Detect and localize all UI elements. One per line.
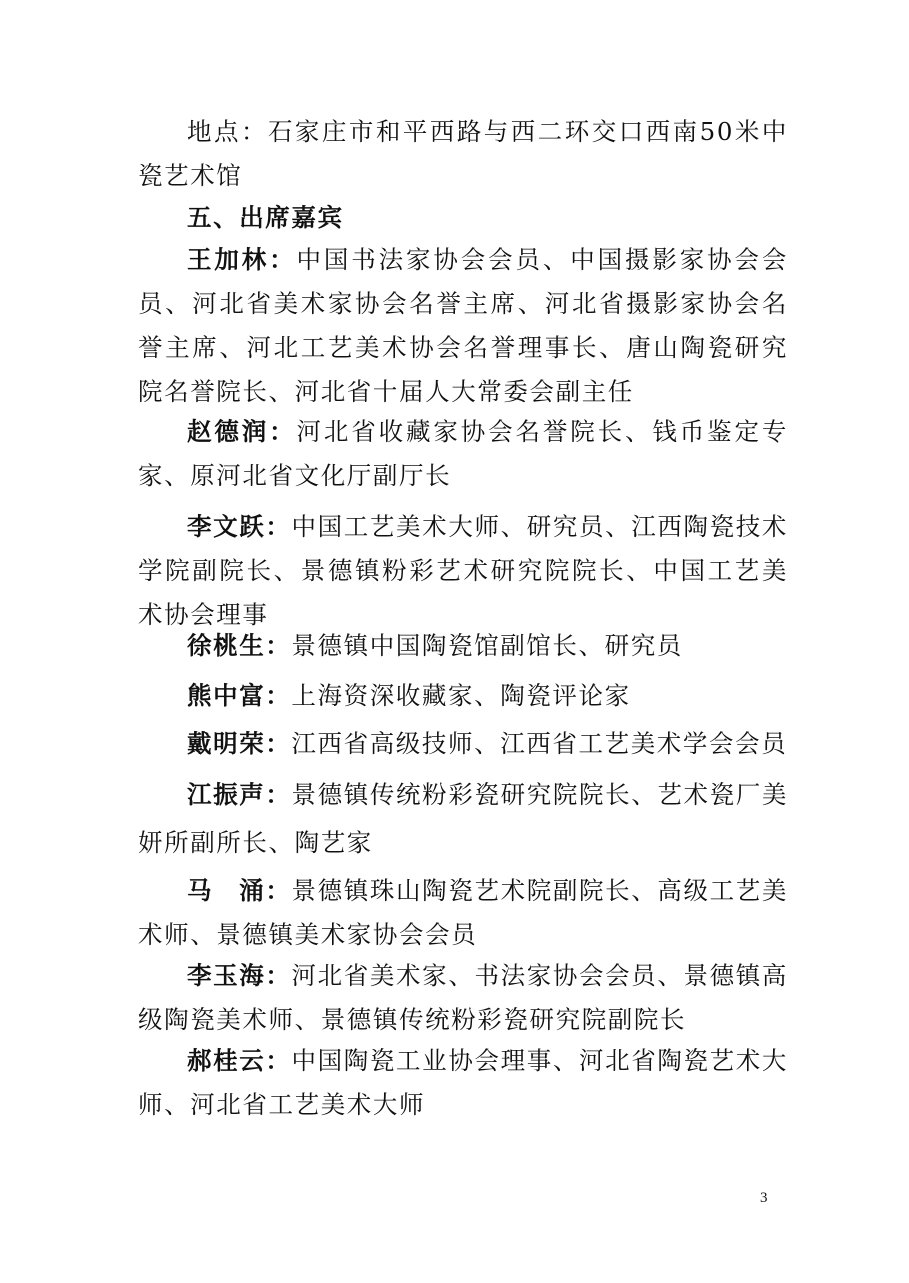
guest-entry [138, 238, 788, 414]
guest-entry [138, 869, 788, 957]
guest-description: 江西省高级技师、江西省工艺美术学会会员 [291, 729, 788, 758]
guest-entry [138, 505, 788, 637]
guest-entry [138, 410, 788, 498]
guest-entry [138, 624, 788, 668]
guest-description: 景德镇珠山陶瓷艺术院副院长、高级工艺美术师、景德镇美术家协会会员 [138, 876, 788, 949]
location-label: 地点： [187, 117, 268, 146]
section-heading: 五、出席嘉宾 [187, 203, 344, 232]
guest-entry [138, 1039, 788, 1127]
guest-entry [138, 771, 788, 867]
guest-description: 中国书法家协会会员、中国摄影家协会会员、河北省美术家协会名誉主席、河北省摄影家协会名誉主席、河北工艺美术协会名誉理事长、唐山陶瓷研究院名誉院长、河北省十届人大常委会副主任 [138, 245, 788, 406]
guest-name: 徐桃生： [187, 631, 292, 660]
guest-name: 李玉海： [187, 961, 292, 990]
location-text: 石家庄市和平西路与西二环交口西南50米中瓷艺术馆 [138, 117, 788, 190]
guest-description: 上海资深收藏家、陶瓷评论家 [291, 681, 631, 710]
guest-entry [138, 674, 788, 718]
guest-name: 戴明荣： [187, 729, 292, 758]
guest-name: 李文跃： [187, 512, 292, 541]
guest-description: 河北省收藏家协会名誉院长、钱币鉴定专家、原河北省文化厅副厅长 [138, 417, 788, 490]
guest-entry [138, 722, 788, 766]
guest-description: 中国工艺美术大师、研究员、江西陶瓷技术学院副院长、景德镇粉彩艺术研究院院长、中国工艺美术协会理事 [138, 512, 788, 629]
page-number: 3 [760, 1190, 768, 1206]
guest-description: 河北省美术家、书法家协会会员、景德镇高级陶瓷美术师、景德镇传统粉彩瓷研究院副院长 [138, 961, 788, 1034]
guest-name: 赵德润： [187, 417, 297, 446]
location-paragraph [138, 110, 788, 198]
guest-name: 马 涌： [187, 876, 292, 905]
guest-name: 熊中富： [187, 681, 292, 710]
guest-description: 中国陶瓷工业协会理事、河北省陶瓷艺术大师、河北省工艺美术大师 [138, 1046, 788, 1119]
guest-description: 景德镇传统粉彩瓷研究院院长、艺术瓷厂美妍所副所长、陶艺家 [138, 780, 788, 857]
guest-name: 王加林： [187, 245, 297, 274]
guest-name: 江振声： [187, 780, 292, 809]
guest-name: 郝桂云： [187, 1046, 292, 1075]
guest-description: 景德镇中国陶瓷馆副馆长、研究员 [291, 631, 683, 660]
guest-entry [138, 954, 788, 1042]
